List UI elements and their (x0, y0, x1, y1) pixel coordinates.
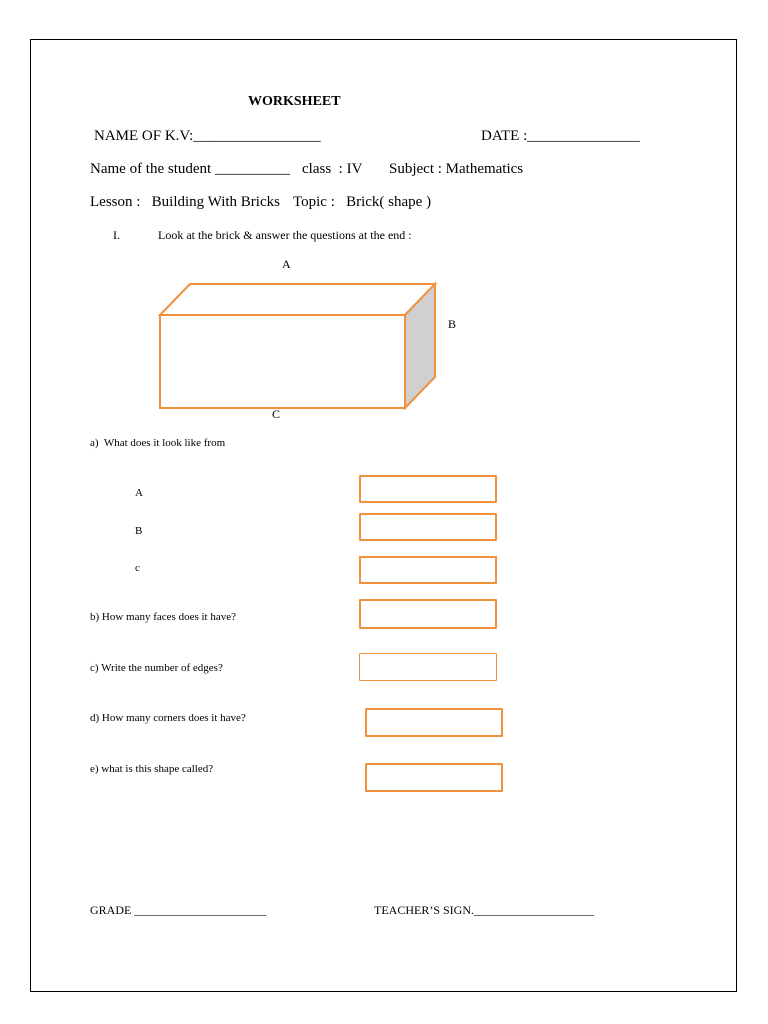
section-number: I. (113, 228, 120, 242)
question-e: e) what is this shape called? (90, 763, 214, 775)
brick-top-face (160, 284, 435, 315)
date-field: DATE :_______________ (481, 128, 640, 144)
answer-box-faces[interactable] (359, 599, 497, 629)
grade-field: GRADE ______________________ (90, 903, 267, 917)
section-instruction: Look at the brick & answer the questions at the end : (158, 228, 412, 242)
question-a-sub-c: c (135, 562, 140, 574)
answer-box-corners[interactable] (365, 708, 503, 737)
lesson-label: Lesson : Building With Bricks (90, 194, 280, 210)
question-b: b) How many faces does it have? (90, 611, 237, 623)
subject-label: Subject : Mathematics (389, 161, 524, 177)
figure-label-c: C (272, 407, 281, 421)
question-a: a) What does it look like from (90, 437, 226, 449)
question-a-sub-a: A (135, 487, 143, 499)
question-a-sub-b: B (135, 525, 143, 537)
question-d: d) How many corners does it have? (90, 712, 246, 724)
answer-box-c-view[interactable] (359, 556, 497, 584)
answer-box-a-view[interactable] (359, 475, 497, 503)
teacher-sign-field: TEACHER’S SIGN.____________________ (374, 903, 595, 917)
answer-box-edges[interactable] (359, 653, 497, 681)
worksheet-title: WORKSHEET (248, 94, 341, 109)
brick-front-face (160, 315, 405, 408)
answer-box-b-view[interactable] (359, 513, 497, 541)
student-name-field: Name of the student __________ (90, 161, 290, 177)
topic-label: Topic : Brick( shape ) (293, 194, 432, 210)
answer-box-shape-name[interactable] (365, 763, 503, 792)
class-label: class : IV (302, 161, 363, 177)
figure-label-a: A (282, 257, 291, 271)
figure-label-b: B (448, 317, 457, 331)
question-c: c) Write the number of edges? (90, 662, 223, 674)
kv-name-field: NAME OF K.V:_________________ (94, 128, 321, 144)
